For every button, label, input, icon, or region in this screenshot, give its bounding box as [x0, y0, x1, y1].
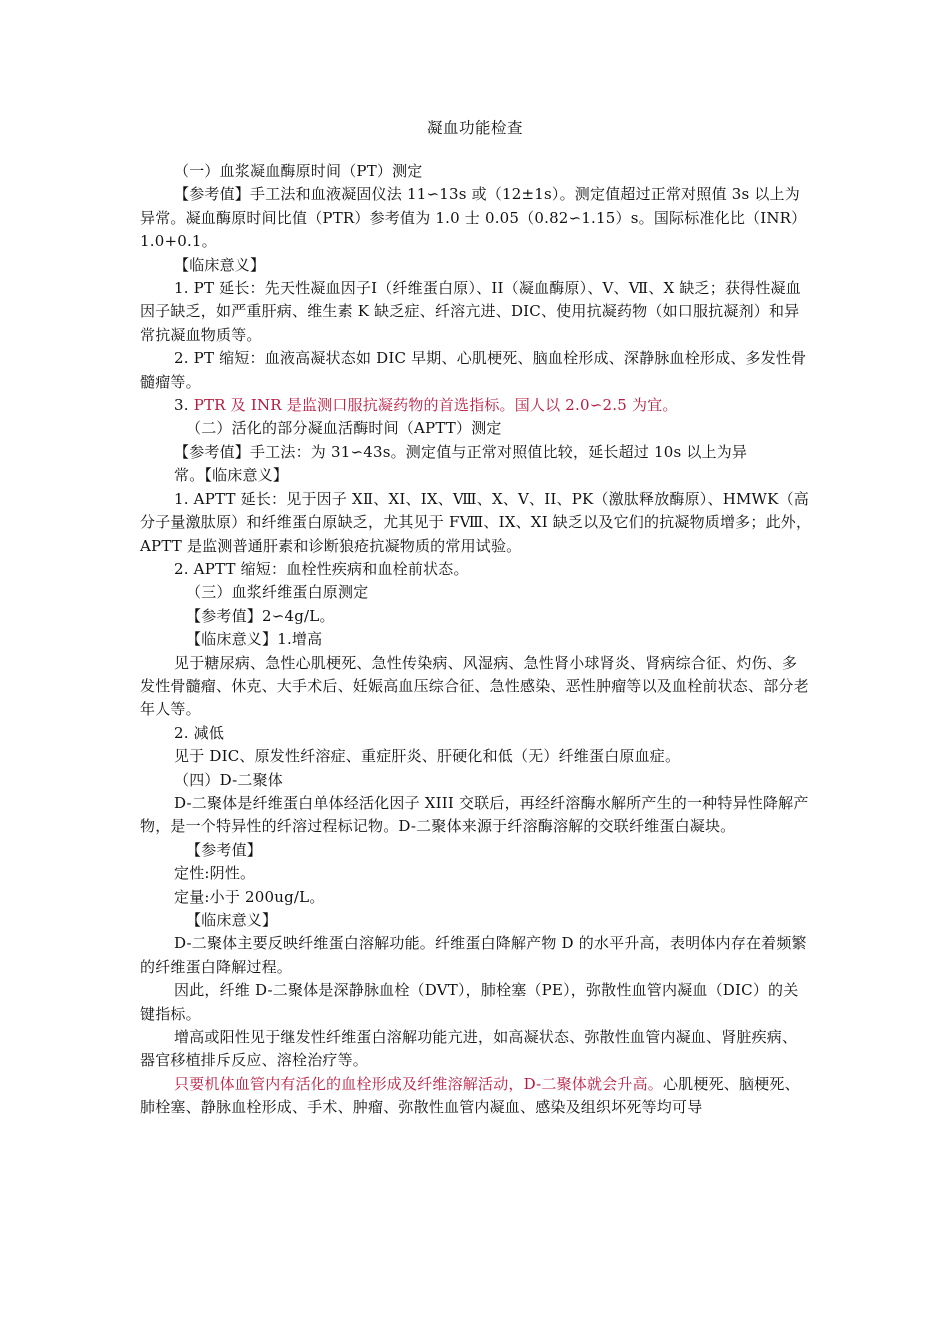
- aptt-clinical-heading: 常。【临床意义】: [174, 466, 289, 485]
- pt-clinical-heading: 【临床意义】: [174, 255, 266, 274]
- ptr-inr-highlight: PTR 及 INR 是监测口服抗凝药物的首选指标。国人以 2.0∽2.5 为宜。: [193, 396, 678, 415]
- ptr-inr-note: [140, 394, 812, 417]
- d-dimer-highlight: 只要机体血管内有活化的血栓形成及纤维溶解活动，D-二聚体就会升高。: [174, 1074, 663, 1093]
- section-heading-d-dimer: （四）D-二聚体: [174, 770, 283, 789]
- d-dimer-increase-causes: 增高或阳性见于继发性纤维蛋白溶解功能亢进，如高凝状态、弥散性血管内凝血、肾脏疾病、器官移植排斥反应、溶栓治疗等。: [140, 1028, 798, 1070]
- pt-reference-value: 【参考值】手工法和血液凝固仪法 11∽13s 或（12±1s）。测定值超过正常对照值 3s 以上为异常。凝血酶原时间比值（PTR）参考值为 1.0 士 0.05（0.82∽1.15）s。国际标准化比（INR）1.0+0.1。: [140, 185, 807, 251]
- fibrinogen-decreased-heading: 2. 减低: [174, 723, 225, 742]
- aptt-shortened: 2. APTT 缩短：血栓性疾病和血栓前状态。: [174, 559, 469, 578]
- document-body: [140, 160, 812, 1120]
- fibrinogen-decreased: 见于 DIC、原发性纤溶症、重症肝炎、肝硬化和低（无）纤维蛋白原血症。: [174, 747, 681, 766]
- d-dimer-quantitative: 定量:小于 200ug/L。: [174, 887, 325, 906]
- fibrinogen-clinical-heading: 【临床意义】1.增高: [186, 630, 323, 649]
- d-dimer-clinical-heading: 【临床意义】: [186, 911, 278, 929]
- d-dimer-qualitative: 定性:阴性。: [174, 864, 256, 883]
- d-dimer-key-indicator: 因此，纤维 D-二聚体是深静脉血栓（DVT），肺栓塞（PE），弥散性血管内凝血（DIC）的关键指标。: [140, 981, 799, 1023]
- section-heading-pt: （一）血浆凝血酶原时间（PT）测定: [174, 162, 423, 180]
- section-heading-fibrinogen: （三）血浆纤维蛋白原测定: [186, 583, 369, 602]
- section-heading-aptt: （二）活化的部分凝血活酶时间（APTT）测定: [186, 419, 502, 438]
- d-dimer-elevation-rest: 心肌梗死、脑梗死、肺栓塞、静脉血栓形成、手术、肿瘤、弥散性血管内凝血、感染及组织坏死等均可导: [140, 1074, 800, 1117]
- aptt-prolonged: 1. APTT 延长：见于因子 XⅡ、XI、IX、Ⅷ、X、V、II、PK（激肽释放酶原）、HMWK（高分子量激肽原）和纤维蛋白原缺乏，尤其见于 FⅧ、IX、XI 缺乏以及它们的抗凝物质增多；此外，APTT 是监测普通肝素和诊断狼疮抗凝物质的常用试验。: [140, 489, 812, 555]
- fibrinogen-reference-value: 【参考值】2∽4g/L。: [186, 606, 335, 625]
- d-dimer-function: D-二聚体主要反映纤维蛋白溶解功能。纤维蛋白降解产物 D 的水平升高，表明体内存在着频繁的纤维蛋白降解过程。: [140, 934, 807, 976]
- aptt-reference-value: 【参考值】手工法：为 31∽43s。测定值与正常对照值比较，延长超过 10s 以上为异: [174, 442, 748, 461]
- d-dimer-definition: D-二聚体是纤维蛋白单体经活化因子 XIII 交联后，再经纤溶酶水解所产生的一种特异性降解产物，是一个特异性的纤溶过程标记物。D-二聚体来源于纤溶酶溶解的交联纤维蛋白凝块。: [140, 793, 809, 836]
- document-title: 凝血功能检查: [426, 119, 523, 137]
- d-dimer-elevation-note: [140, 1073, 812, 1120]
- ptr-inr-number: 3.: [174, 396, 194, 415]
- fibrinogen-increased: 见于糖尿病、急性心肌梗死、急性传染病、风湿病、急性肾小球肾炎、肾病综合征、灼伤、多发性骨髓瘤、休克、大手术后、妊娠高血压综合征、急性感染、恶性肿瘤等以及血栓前状态、部分老年人等。: [140, 653, 809, 719]
- pt-shortened: 2. PT 缩短：血液高凝状态如 DIC 早期、心肌梗死、脑血栓形成、深静脉血栓形成、多发性骨髓瘤等。: [140, 349, 807, 391]
- d-dimer-reference-heading: 【参考值】: [186, 840, 263, 859]
- pt-prolonged: 1. PT 延长：先天性凝血因子Ⅰ（纤维蛋白原）、II（凝血酶原）、V、Ⅶ、X 缺乏；获得性凝血因子缺乏，如严重肝病、维生素 K 缺乏症、纤溶亢进、DIC、使用抗凝药物（如口服抗凝剂）和异常抗凝血物质等。: [140, 279, 801, 344]
